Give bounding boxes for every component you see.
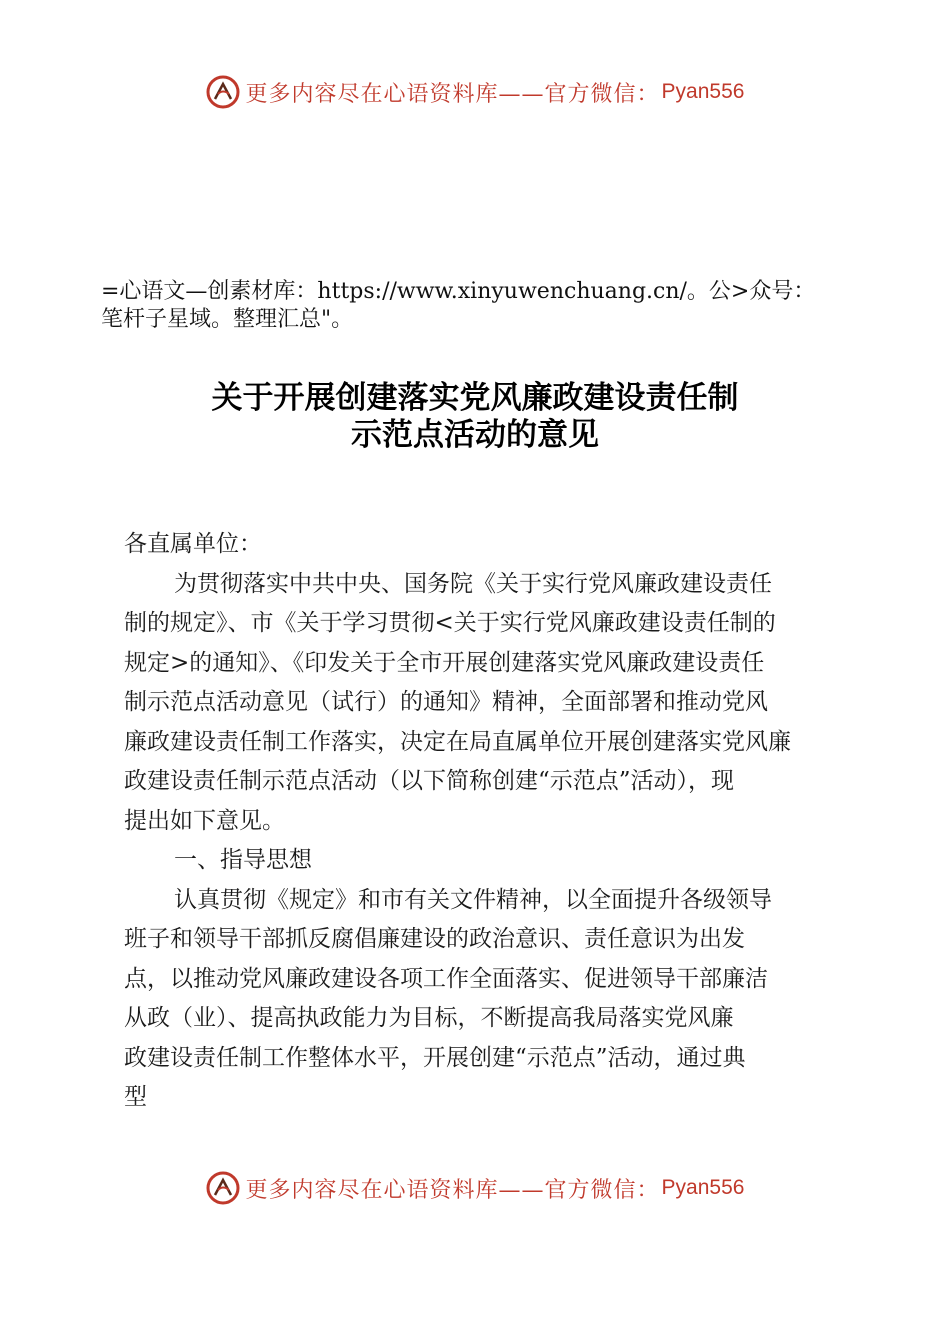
footer-banner — [0, 1168, 950, 1208]
paragraph-line: 点，以推动党风廉政建设各项工作全面落实、促进领导干部廉洁 — [124, 965, 768, 992]
paragraph-line: 型 — [124, 1084, 147, 1110]
header-banner — [0, 72, 950, 112]
title-line: 示范点活动的意见 — [351, 417, 599, 453]
source-note-line: 笔杆子星域。整理汇总"。 — [101, 307, 354, 332]
paragraph-line: 认真贯彻《规定》和市有关文件精神，以全面提升各级领导 — [174, 886, 772, 913]
title-line: 关于开展创建落实党风廉政建设责任制 — [211, 380, 739, 416]
document-title — [0, 380, 950, 454]
source-note — [101, 278, 871, 334]
section-heading: 一、指导思想 — [174, 847, 312, 873]
paragraph-line: 提出如下意见。 — [124, 807, 285, 834]
salutation: 各直属单位： — [124, 531, 262, 557]
paragraph-line: 廉政建设责任制工作落实，决定在局直属单位开展创建落实党风廉 — [124, 728, 791, 755]
paragraph-line: 政建设责任制示范点活动（以下简称创建“示范点”活动），现 — [124, 768, 735, 794]
paragraph-line: 从政（业）、提高执政能力为目标，不断提高我局落实党风廉 — [124, 1005, 734, 1031]
paragraph-line: 班子和领导干部抓反腐倡廉建设的政治意识、责任意识为出发 — [124, 926, 745, 952]
logo-icon — [206, 75, 240, 109]
paragraph-line: 制的规定》、市《关于学习贯彻<关于实行党风廉政建设责任制的 — [124, 610, 776, 636]
paragraph-line: 制示范点活动意见（试行）的通知》精神，全面部署和推动党风 — [124, 689, 768, 715]
paragraph-line: 政建设责任制工作整体水平，开展创建“示范点”活动，通过典 — [124, 1044, 746, 1071]
banner-text: 更多内容尽在心语资料库——官方微信： — [245, 1177, 660, 1203]
paragraph-line: 规定>的通知》、《印发关于全市开展创建落实党风廉政建设责任 — [124, 649, 765, 676]
source-note-line: =心语文—创素材库：https://www.xinyuwenchuang.cn/。公>众号： — [101, 279, 816, 304]
banner-wechat-id: Pyan556 — [661, 80, 745, 103]
document-body — [124, 525, 834, 1118]
logo-icon — [206, 1171, 240, 1205]
paragraph-line: 为贯彻落实中共中央、国务院《关于实行党风廉政建设责任 — [174, 570, 772, 597]
banner-wechat-id: Pyan556 — [661, 1176, 745, 1199]
banner-text: 更多内容尽在心语资料库——官方微信： — [245, 81, 660, 107]
